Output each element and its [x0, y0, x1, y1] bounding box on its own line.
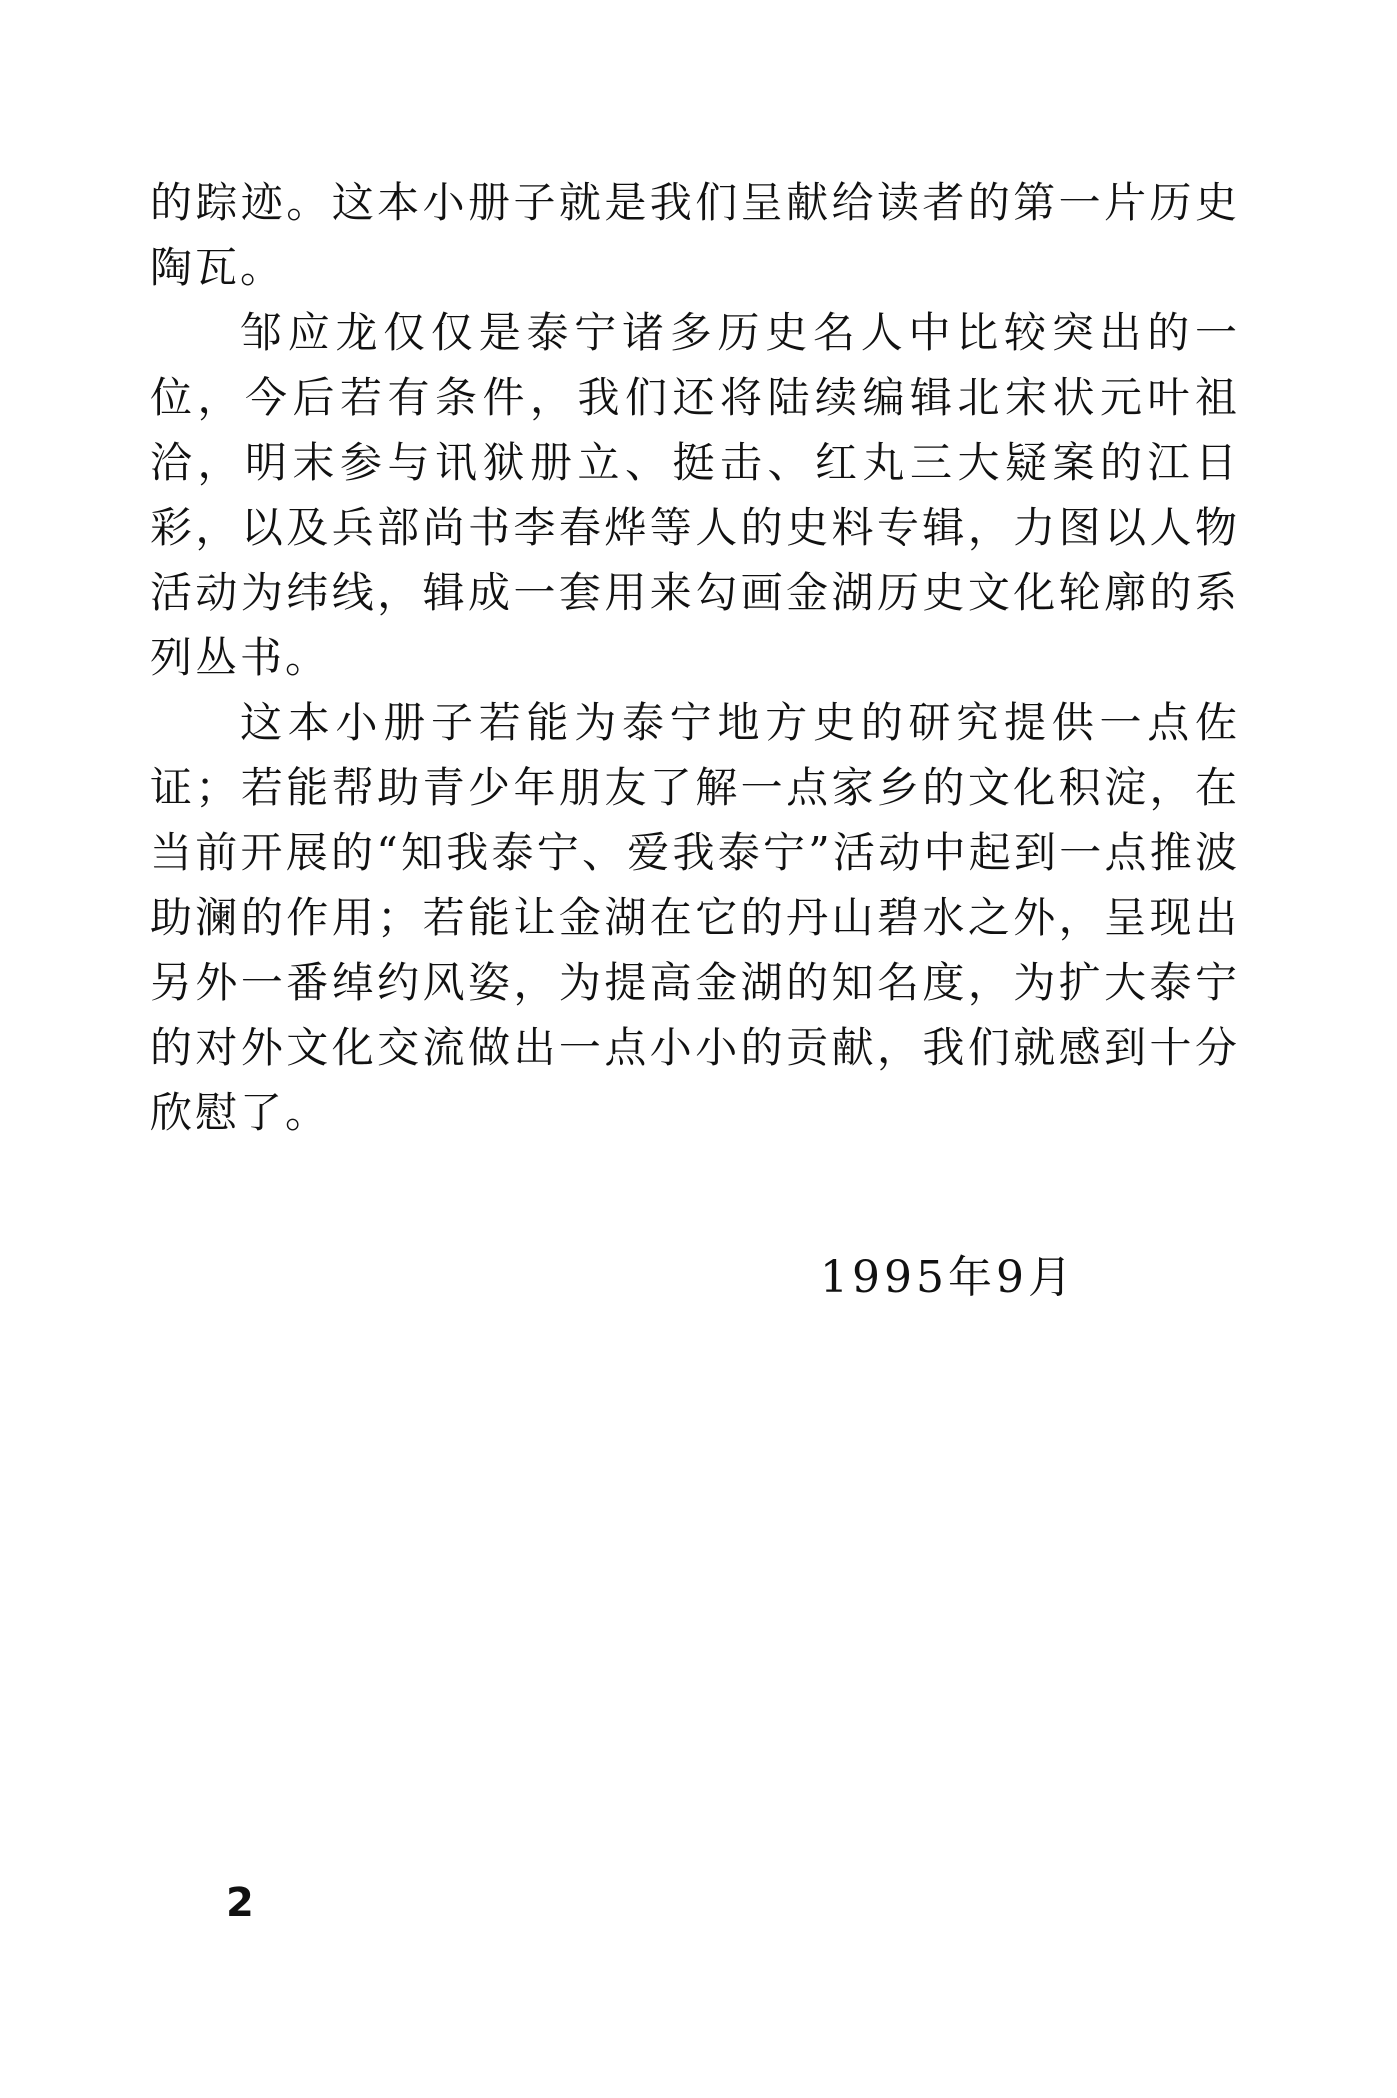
date-line: 1995年9月 — [820, 1252, 1076, 1303]
paragraph-1: 的踪迹。这本小册子就是我们呈献给读者的第一片历史陶瓦。 — [150, 178, 1240, 292]
paragraph-2: 邹应龙仅仅是泰宁诸多历史名人中比较突出的一位，今后若有条件，我们还将陆续编辑北宋状元叶祖洽，明末参与讯狱册立、挺击、红丸三大疑案的江日彩，以及兵部尚书李春烨等人的史料专辑，力图以人物活动为纬线，辑成一套用来勾画金湖历史文化轮廓的系列丛书。 — [150, 308, 1240, 682]
page-number: 2 — [226, 1880, 254, 1926]
paragraph-3: 这本小册子若能为泰宁地方史的研究提供一点佐证；若能帮助青少年朋友了解一点家乡的文化积淀，在当前开展的“知我泰宁、爱我泰宁”活动中起到一点推波助澜的作用；若能让金湖在它的丹山碧水之外，呈现出另外一番绰约风姿，为提高金湖的知名度，为扩大泰宁的对外文化交流做出一点小小的贡献，我们就感到十分欣慰了。 — [150, 698, 1240, 1137]
body-text — [150, 170, 1240, 1145]
